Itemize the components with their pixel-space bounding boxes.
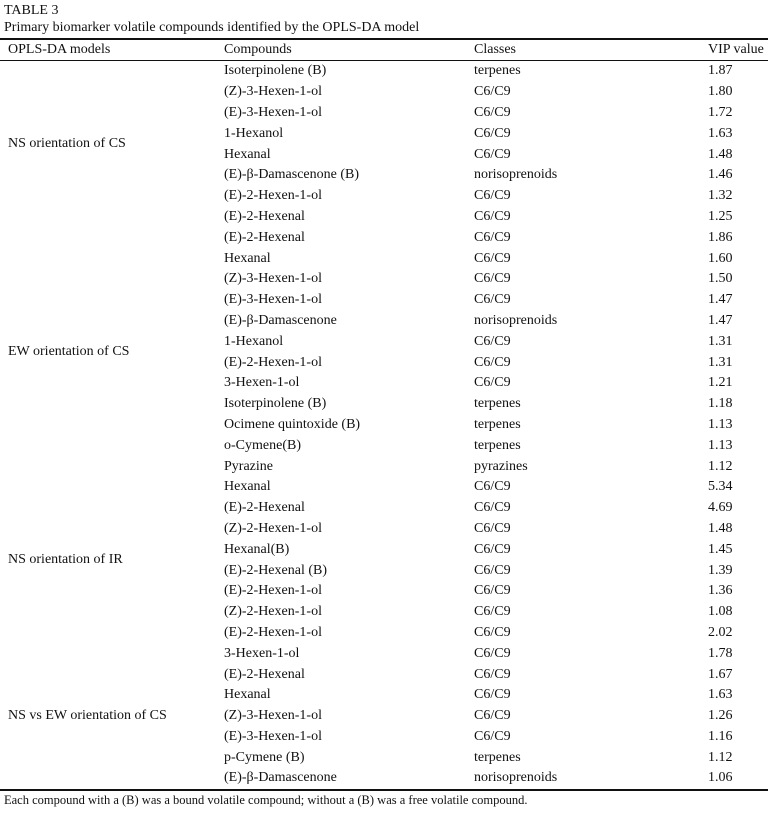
vip-cell: 1.46 [708, 167, 733, 183]
vip-cell: 1.25 [708, 208, 733, 224]
compound-cell: 3-Hexen-1-ol [224, 645, 300, 661]
vip-cell: 1.50 [708, 271, 733, 287]
compound-cell: Isoterpinolene (B) [224, 63, 327, 79]
compound-cell: Ocimene quintoxide (B) [224, 416, 361, 432]
class-cell: terpenes [474, 63, 521, 79]
class-cell: C6/C9 [474, 541, 511, 557]
biomarker-table [0, 38, 768, 791]
model-cell: NS orientation of CS [8, 136, 126, 152]
vip-cell: 1.39 [708, 562, 733, 578]
compound-cell: (Z)-3-Hexen-1-ol [224, 271, 322, 287]
compound-cell: Hexanal [224, 146, 271, 162]
compound-cell: (E)-2-Hexenal [224, 229, 305, 245]
compound-cell: 3-Hexen-1-ol [224, 375, 300, 391]
vip-cell: 1.80 [708, 84, 733, 100]
compound-cell: p-Cymene (B) [224, 749, 305, 765]
vip-cell: 1.13 [708, 416, 733, 432]
class-cell: C6/C9 [474, 479, 511, 495]
vip-cell: 1.18 [708, 396, 733, 412]
class-cell: C6/C9 [474, 146, 511, 162]
table-title: Primary biomarker volatile compounds identified by the OPLS-DA model [4, 20, 420, 35]
compound-cell: (E)-2-Hexen-1-ol [224, 354, 322, 370]
compound-cell: (E)-3-Hexen-1-ol [224, 104, 322, 120]
class-cell: pyrazines [474, 458, 528, 474]
class-cell: C6/C9 [474, 604, 511, 620]
header-models: OPLS-DA models [0, 39, 224, 61]
model-cell: EW orientation of CS [8, 344, 130, 360]
vip-cell: 5.34 [708, 479, 733, 495]
class-cell: terpenes [474, 749, 521, 765]
class-cell: C6/C9 [474, 666, 511, 682]
class-cell: terpenes [474, 396, 521, 412]
vip-cell: 1.06 [708, 770, 733, 786]
class-cell: C6/C9 [474, 333, 511, 349]
class-cell: C6/C9 [474, 354, 511, 370]
class-cell: C6/C9 [474, 645, 511, 661]
class-cell: C6/C9 [474, 375, 511, 391]
compound-cell: (E)-2-Hexen-1-ol [224, 188, 322, 204]
class-cell: C6/C9 [474, 624, 511, 640]
class-cell: C6/C9 [474, 708, 511, 724]
compound-cell: (E)-β-Damascenone [224, 312, 337, 328]
vip-cell: 1.48 [708, 146, 733, 162]
vip-cell: 2.02 [708, 624, 733, 640]
compound-cell: (Z)-2-Hexen-1-ol [224, 520, 322, 536]
vip-cell: 1.31 [708, 354, 733, 370]
compound-cell: Pyrazine [224, 458, 273, 474]
table-row [0, 227, 768, 248]
vip-cell: 1.12 [708, 458, 733, 474]
class-cell: C6/C9 [474, 84, 511, 100]
vip-cell: 1.67 [708, 666, 733, 682]
class-cell: C6/C9 [474, 562, 511, 578]
vip-cell: 1.26 [708, 708, 733, 724]
vip-cell: 1.47 [708, 292, 733, 308]
class-cell: C6/C9 [474, 500, 511, 516]
compound-cell: (Z)-3-Hexen-1-ol [224, 84, 322, 100]
compound-cell: (E)-2-Hexenal [224, 208, 305, 224]
table-row [0, 61, 768, 82]
header-classes: Classes [474, 39, 708, 61]
class-cell: C6/C9 [474, 292, 511, 308]
compound-cell: (Z)-2-Hexen-1-ol [224, 604, 322, 620]
vip-cell: 1.21 [708, 375, 733, 391]
compound-cell: Hexanal(B) [224, 541, 290, 557]
vip-cell: 1.36 [708, 583, 733, 599]
compound-cell: (E)-β-Damascenone [224, 770, 337, 786]
class-cell: norisoprenoids [474, 312, 558, 328]
class-cell: norisoprenoids [474, 770, 558, 786]
vip-cell: 1.32 [708, 188, 733, 204]
vip-cell: 1.63 [708, 125, 733, 141]
vip-cell: 1.72 [708, 104, 733, 120]
footnote: Each compound with a (B) was a bound volatile compound; without a (B) was a free volatile compound. [4, 793, 528, 807]
class-cell: C6/C9 [474, 208, 511, 224]
compound-cell: (E)-3-Hexen-1-ol [224, 292, 322, 308]
compound-cell: (E)-2-Hexenal (B) [224, 562, 328, 578]
vip-cell: 1.63 [708, 687, 733, 703]
compound-cell: 1-Hexanol [224, 333, 284, 349]
class-cell: terpenes [474, 437, 521, 453]
vip-cell: 1.16 [708, 728, 733, 744]
compound-cell: (E)-2-Hexenal [224, 666, 305, 682]
compound-cell: Hexanal [224, 687, 271, 703]
compound-cell: o-Cymene(B) [224, 437, 301, 453]
vip-cell: 1.78 [708, 645, 733, 661]
compound-cell: (E)-β-Damascenone (B) [224, 167, 360, 183]
header-compounds: Compounds [224, 39, 474, 61]
compound-cell: Isoterpinolene (B) [224, 396, 327, 412]
class-cell: C6/C9 [474, 229, 511, 245]
class-cell: C6/C9 [474, 583, 511, 599]
class-cell: norisoprenoids [474, 167, 558, 183]
vip-cell: 4.69 [708, 500, 733, 516]
class-cell: C6/C9 [474, 520, 511, 536]
table-row [0, 477, 768, 498]
model-cell: NS orientation of IR [8, 552, 123, 568]
vip-cell: 1.48 [708, 520, 733, 536]
class-cell: C6/C9 [474, 188, 511, 204]
table-body [0, 61, 768, 790]
class-cell: C6/C9 [474, 271, 511, 287]
vip-cell: 1.60 [708, 250, 733, 266]
vip-cell: 1.87 [708, 63, 733, 79]
vip-cell: 1.08 [708, 604, 733, 620]
header-vip: VIP value [708, 39, 768, 61]
compound-cell: 1-Hexanol [224, 125, 284, 141]
vip-cell: 1.47 [708, 312, 733, 328]
class-cell: C6/C9 [474, 728, 511, 744]
header-row [0, 39, 768, 61]
compound-cell: (Z)-3-Hexen-1-ol [224, 708, 322, 724]
class-cell: C6/C9 [474, 687, 511, 703]
class-cell: C6/C9 [474, 125, 511, 141]
compound-cell: Hexanal [224, 250, 271, 266]
compound-cell: (E)-3-Hexen-1-ol [224, 728, 322, 744]
class-cell: C6/C9 [474, 104, 511, 120]
vip-cell: 1.12 [708, 749, 733, 765]
vip-cell: 1.31 [708, 333, 733, 349]
vip-cell: 1.45 [708, 541, 733, 557]
table-row [0, 643, 768, 664]
model-cell: NS vs EW orientation of CS [8, 708, 167, 724]
compound-cell: Hexanal [224, 479, 271, 495]
table-label: TABLE 3 [4, 3, 59, 18]
class-cell: C6/C9 [474, 250, 511, 266]
compound-cell: (E)-2-Hexen-1-ol [224, 583, 322, 599]
compound-cell: (E)-2-Hexen-1-ol [224, 624, 322, 640]
compound-cell: (E)-2-Hexenal [224, 500, 305, 516]
class-cell: terpenes [474, 416, 521, 432]
vip-cell: 1.86 [708, 229, 733, 245]
vip-cell: 1.13 [708, 437, 733, 453]
